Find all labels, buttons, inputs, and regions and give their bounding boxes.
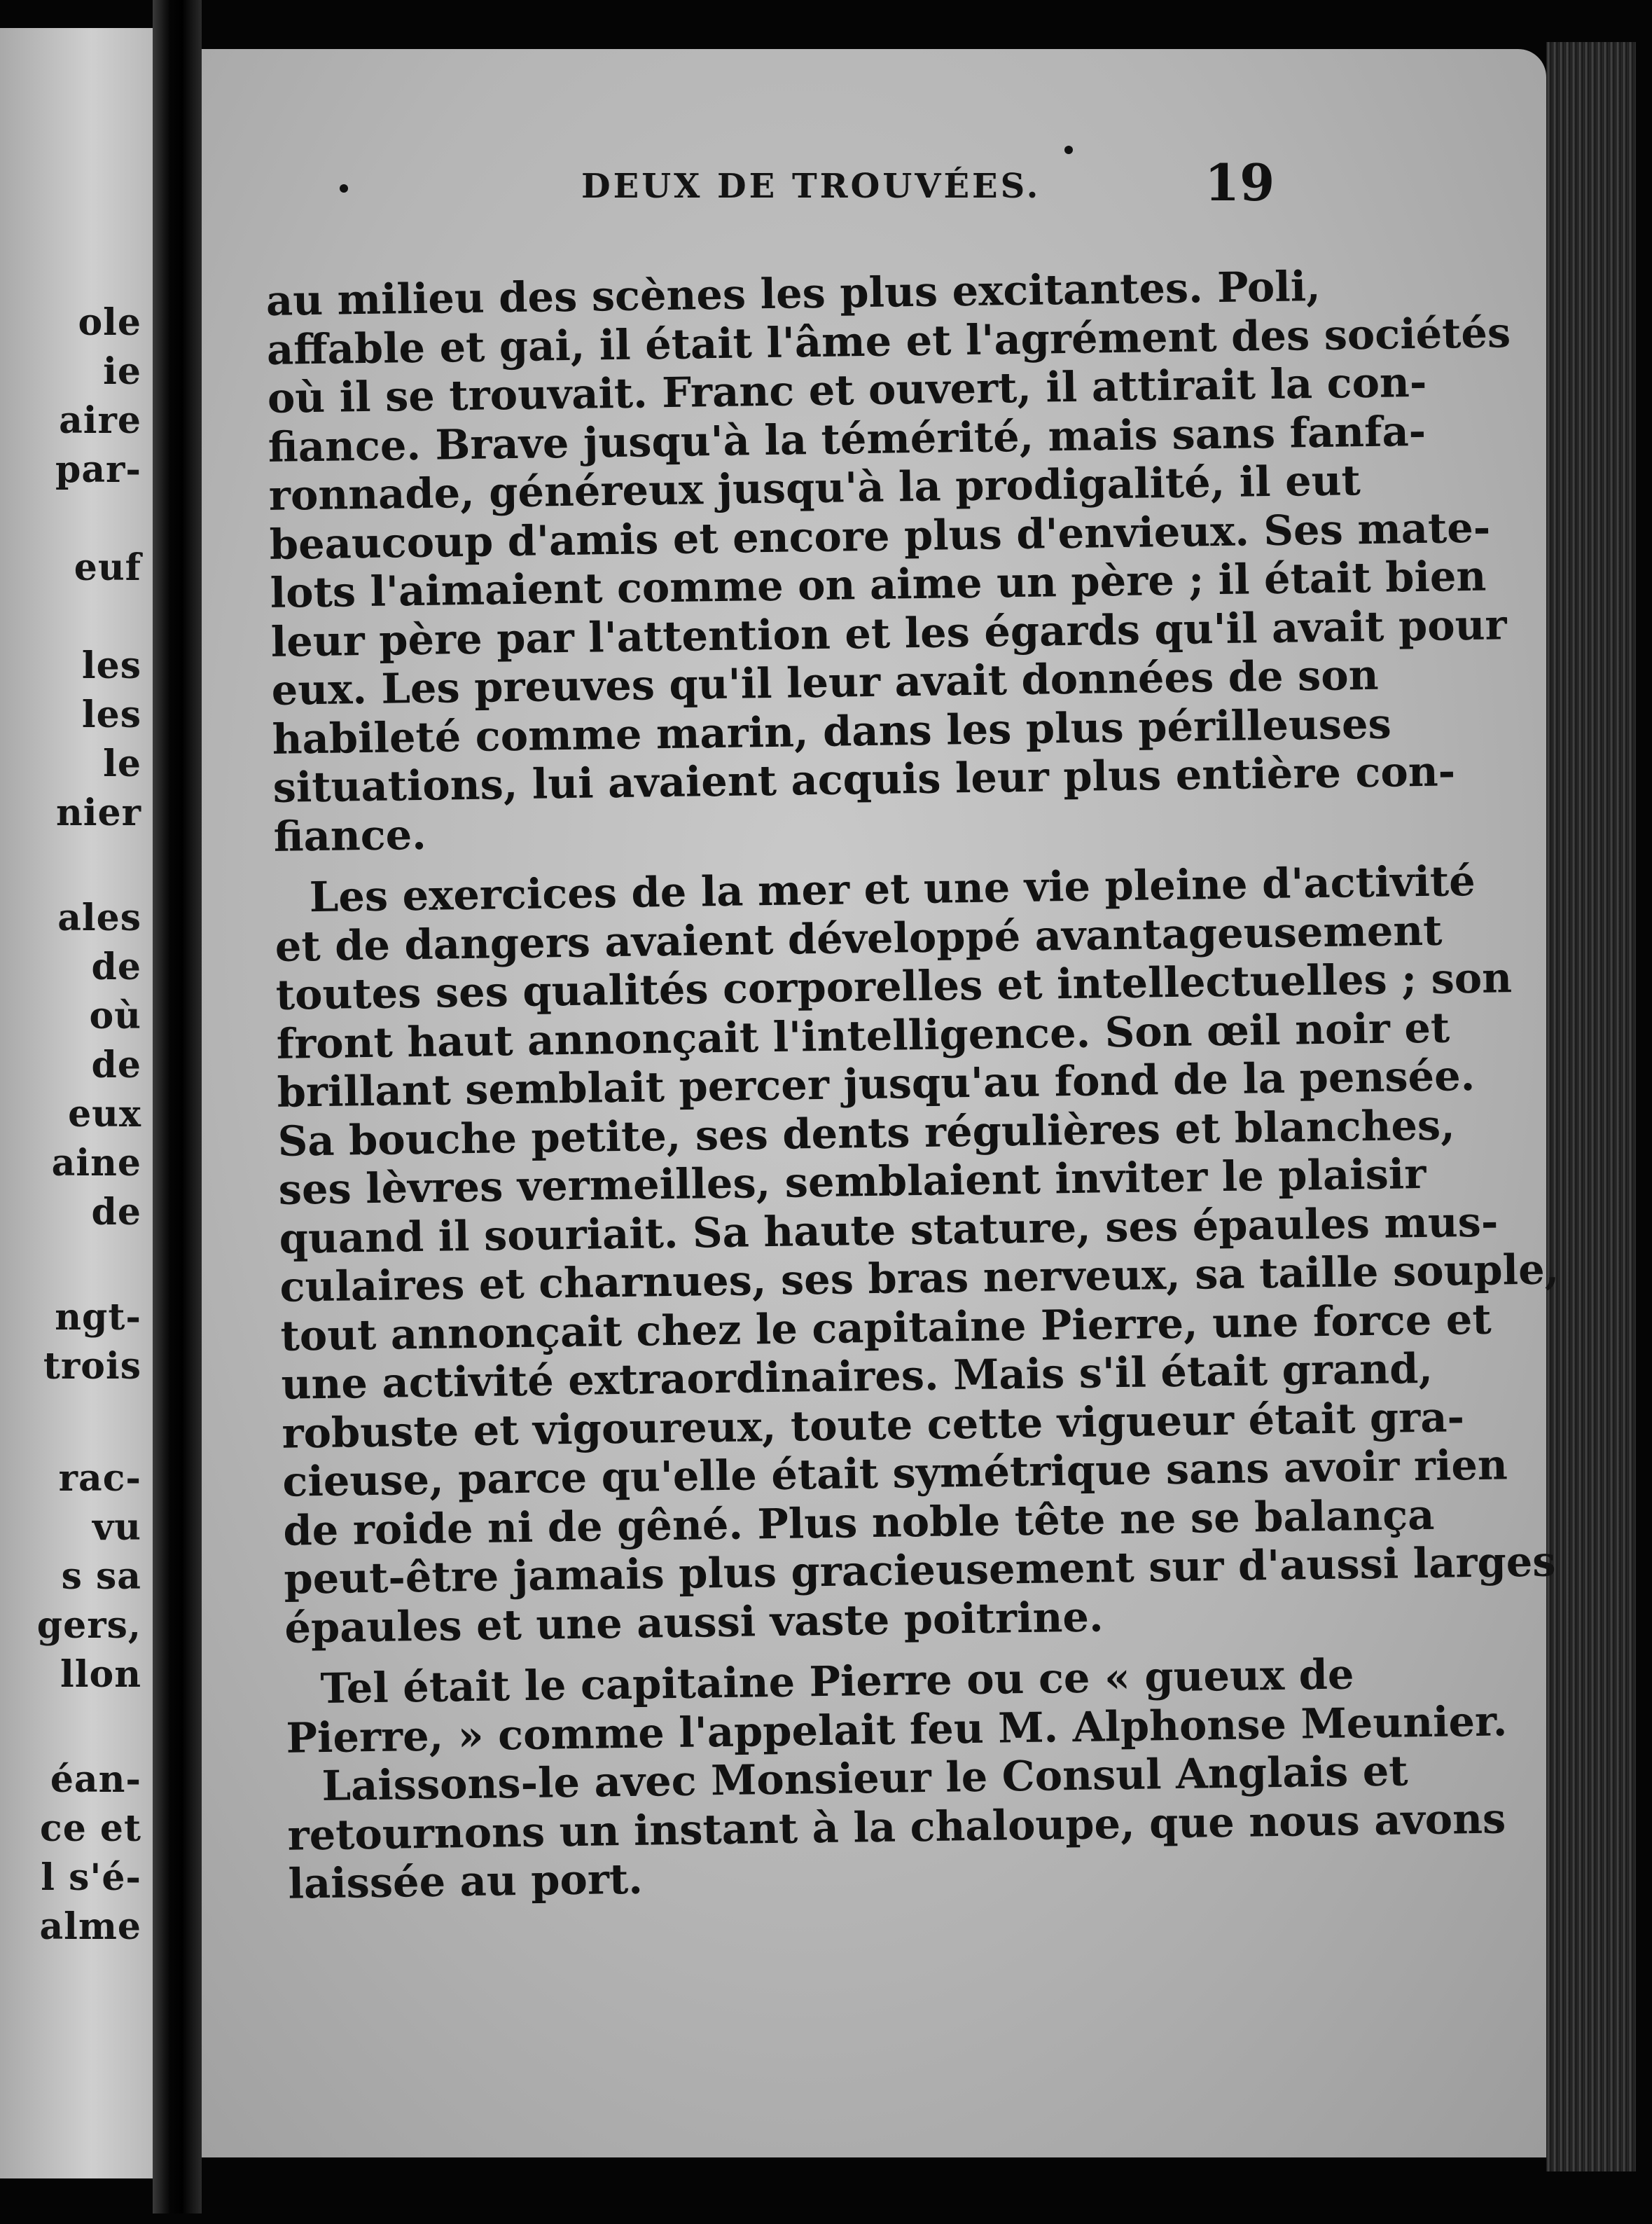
fragment-text: les: [81, 644, 141, 687]
text-line: et de dangers avaient développé avantageusement: [275, 906, 1443, 971]
text-line: tout annonçait chez le capitaine Pierre, une force et: [280, 1294, 1492, 1360]
fragment-text: rac-: [58, 1457, 141, 1500]
text-line: retournons un instant à la chaloupe, que nous avons: [287, 1793, 1506, 1860]
text-line: peut-être jamais plus gracieusement sur d'aussi larges: [283, 1537, 1556, 1603]
fragment-text: éan-: [50, 1758, 141, 1801]
text-line: beaucoup d'amis et encore plus d'envieux. Ses mate-: [269, 503, 1491, 569]
text-line: leur père par l'attention et les égards qu'il avait pour: [270, 600, 1507, 666]
text-line: Tel était le capitaine Pierre ou ce « gueux de: [320, 1650, 1354, 1713]
fragment-text: aire: [59, 399, 141, 442]
fragment-text: ce et: [40, 1807, 141, 1850]
text-line: Les exercices de la mer et une vie pleine d'activité: [309, 856, 1476, 922]
text-line: eux. Les preuves qu'il leur avait données de son: [271, 650, 1379, 714]
text-line: une activité extraordinaires. Mais s'il était grand,: [281, 1344, 1434, 1409]
fragment-text: vu: [92, 1506, 141, 1549]
text-line: habileté comme marin, dans les plus périlleuses: [272, 699, 1392, 764]
page-number: 19: [1205, 153, 1275, 212]
text-line: affable et gai, il était l'âme et l'agrément des sociétés: [266, 308, 1511, 374]
fragment-text: ie: [103, 350, 141, 393]
fragment-text: ngt-: [55, 1296, 141, 1339]
text-line: Pierre, » comme l'appelait feu M. Alphonse Meunier.: [286, 1696, 1508, 1762]
text-line: toutes ses qualités corporelles et intellectuelles ; son: [275, 953, 1513, 1019]
fragment-text: de: [91, 946, 141, 988]
text-line: situations, lui avaient acquis leur plus entière con-: [272, 747, 1456, 812]
fragment-text: nier: [55, 792, 141, 834]
fragment-text: où: [89, 995, 141, 1037]
fragment-text: euf: [74, 546, 141, 589]
text-line: lots l'aimaient comme on aime un père ; il était bien: [270, 551, 1487, 617]
fragment-text: les: [81, 693, 141, 736]
text-line: laissée au port.: [288, 1854, 644, 1908]
text-line: où il se trouvait. Franc et ouvert, il attirait la con-: [267, 357, 1427, 422]
fragment-text: alme: [39, 1905, 141, 1948]
fragment-text: gers,: [36, 1604, 141, 1647]
fragment-text: trois: [43, 1345, 141, 1388]
fragment-text: s sa: [61, 1555, 141, 1598]
text-line: culaires et charnues, ses bras nerveux, sa taille souple,: [279, 1245, 1560, 1311]
text-line: front haut annonçait l'intelligence. Son œil noir et: [276, 1002, 1450, 1068]
text-line: Sa bouche petite, ses dents régulières et blanches,: [277, 1100, 1456, 1166]
fragment-text: ales: [57, 897, 141, 939]
text-line: Laissons-le avec Monsieur le Consul Anglais et: [321, 1746, 1408, 1811]
fragment-text: ole: [78, 301, 141, 344]
text-line: brillant semblait percer jusqu'au fond de la pensée.: [277, 1051, 1476, 1117]
text-line: cieuse, parce qu'elle était symétrique sans avoir rien: [282, 1440, 1508, 1506]
text-line: ses lèvres vermeilles, semblaient inviter le plaisir: [278, 1149, 1427, 1214]
fragment-text: eux: [68, 1093, 141, 1135]
text-line: de roide ni de gêné. Plus noble tête ne se balança: [283, 1490, 1435, 1555]
text-line: au milieu des scènes les plus excitantes. Poli,: [265, 261, 1321, 325]
fragment-text: le: [103, 743, 141, 785]
running-head-title: DEUX DE TROUVÉES.: [581, 167, 1041, 206]
fragment-text: llon: [60, 1653, 141, 1696]
text-line: fiance. Brave jusqu'à la témérité, mais sans fanfa-: [268, 406, 1427, 471]
fragment-text: de: [91, 1191, 141, 1234]
text-line: épaules et une aussi vaste poitrine.: [284, 1591, 1104, 1652]
text-line: quand il souriait. Sa haute stature, ses épaules mus-: [279, 1197, 1499, 1263]
fragment-text: aine: [51, 1142, 141, 1184]
fragment-text: de: [91, 1044, 141, 1086]
fragment-text: l s'é-: [41, 1856, 141, 1899]
text-line: fiance.: [273, 810, 427, 861]
text-line: ronnade, généreux jusqu'à la prodigalité, il eut: [268, 456, 1361, 520]
fragment-text: par-: [55, 448, 141, 491]
text-line: robuste et vigoureux, toute cette vigueur était gra-: [282, 1392, 1465, 1458]
